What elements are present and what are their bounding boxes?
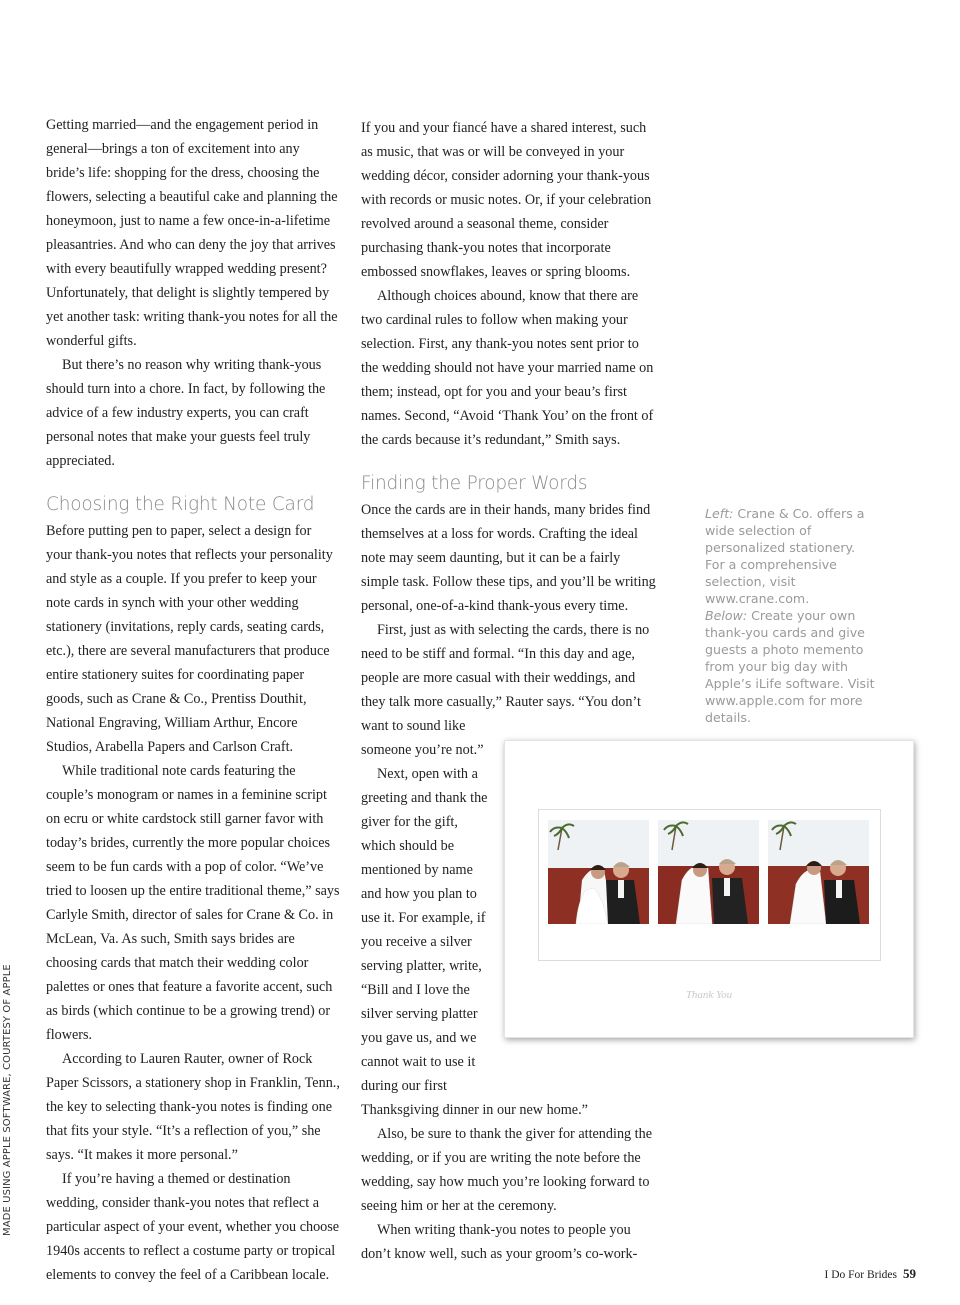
thank-you-script: Thank You [685,989,733,1001]
body-paragraph: According to Lauren Rauter, owner of Rock Paper Scissors, a stationery shop in Franklin, Tenn., the key to selecting thank-you notes is finding one that fits your style. “It’s a reflection of you,” she says. “It makes it more personal.” [46,1051,340,1163]
body-paragraph: Getting married—and the engagement period in general—brings a ton of excitement into any bride’s life: shopping for the dress, choosing the flowers, selecting a beautiful cake and planning the honeymoon, just to name a few once-in-a-lifetime pleasantries. And who can deny the joy that arrives with every beautifully wrapped wedding present? Unfortunately, that delight is slightly tempered by yet another task: writing thank-you notes for all the wonderful gifts. [46,117,338,349]
body-paragraph: While traditional note cards featuring the couple’s monogram or names in a feminine script on ecru or white cardstock still garner favor with today’s brides, currently the more popular choices seem to be fun cards with a pop of color. “We’ve tried to loosen up the entire traditional theme,” says Carlyle Smith, director of sales for Crane & Co. in McLean, Va. As such, Smith says brides are choosing cards that match their wedding color palettes or ones that feature a favorite accent, such as birds (which continue to be a growing trend) or flowers. [46,763,340,1043]
caption-text-below: Create your own thank-you cards and give guests a photo memento from your big day with Apple’s iLife software. Visit www.apple.com for more details. [705,608,875,725]
caption-text-left: Crane & Co. offers a wide selection of personalized stationery. For a comprehensive selection, visit www.crane.com. [705,506,865,606]
section-heading: Finding the Proper Words [361,473,588,494]
photo-caption [705,505,875,726]
publication-name: I Do For Brides [824,1269,897,1281]
body-paragraph: Also, be sure to thank the giver for attending the wedding, or if you are writing the note before the wedding, say how much you’re looking forward to seeing him or her at the ceremony. [361,1126,653,1214]
wedding-photo [658,820,759,924]
body-paragraph: When writing thank-you notes to people you don’t know well, such as your groom’s co-work- [361,1222,638,1262]
body-paragraph: Once the cards are in their hands, many brides find themselves at a loss for words. Crafting the ideal note may seem daunting, but it can be a fairly simple task. Follow these tips, and you’ll be writing personal, one-of-a-kind thank-yous every time. [361,502,656,614]
body-paragraph: If you’re having a themed or destination wedding, consider thank-you notes that reflect a particular aspect of your event, whether you choose 1940s accents to reflect a costume party or tropical elements to convey the feel of a Caribbean locale. [46,1171,340,1283]
body-paragraph: But there’s no reason why writing thank-yous should turn into a chore. In fact, by following the advice of a few industry experts, you can craft personal notes that make your guests feel truly appreciated. [46,357,326,469]
body-paragraph: First, just as with selecting the cards, there is no need to be stiff and formal. “In this day and age, people are more casual with their weddings, and they talk more casually,” Rauter says. “You don’t want to sound like [361,622,650,734]
wedding-photo [768,820,869,924]
body-paragraph: Next, open with a greeting and thank the giver for the gift, which should be mentioned by name and how you plan to use it. For example, if you receive a silver serving platter, write, “Bill and I love the silver serving platter you gave us, and we cannot wait to use it during our first [361,766,488,1094]
section-heading: Choosing the Right Note Card [46,494,315,515]
page-number: 59 [903,1266,916,1281]
caption-label-left: Left: [705,506,734,521]
page-footer [824,1266,916,1282]
photo-credit: MADE USING APPLE SOFTWARE, COURTESY OF APPLE [2,964,13,1236]
body-paragraph: Thanksgiving dinner in our new home.” [361,1102,588,1118]
photo-strip [538,809,881,961]
wedding-photo [548,820,649,924]
body-paragraph: Although choices abound, know that there are two cardinal rules to follow when making your selection. First, any thank-you notes sent prior to the wedding should not have your married name on them; instead, opt for you and your beau’s first names. Second, “Avoid ‘Thank You’ on the front of the cards because it’s redundant,” Smith says. [361,288,654,448]
thank-you-card-image [504,740,914,1038]
body-paragraph: someone you’re not.” [361,742,484,758]
left-column [46,113,340,1287]
body-paragraph: Before putting pen to paper, select a design for your thank-you notes that reflects your personality and style as a couple. If you prefer to keep your note cards in synch with your other wedding stationery (invitations, reply cards, seating cards, etc.), there are several manufacturers that produce entire stationery suites for coordinating paper goods, such as Crane & Co., Prentiss Douthit, National Engraving, William Arthur, Encore Studios, Arabella Papers and Carlson Craft. [46,523,333,755]
middle-column [361,116,657,1266]
caption-label-below: Below: [705,608,748,623]
body-paragraph: If you and your fiancé have a shared interest, such as music, that was or will be conveyed in your wedding décor, consider adorning your thank-yous with records or music notes. Or, if your celebration revolved around a seasonal theme, consider purchasing thank-you notes that incorporate embossed snowflakes, leaves or spring blooms. [361,120,652,280]
